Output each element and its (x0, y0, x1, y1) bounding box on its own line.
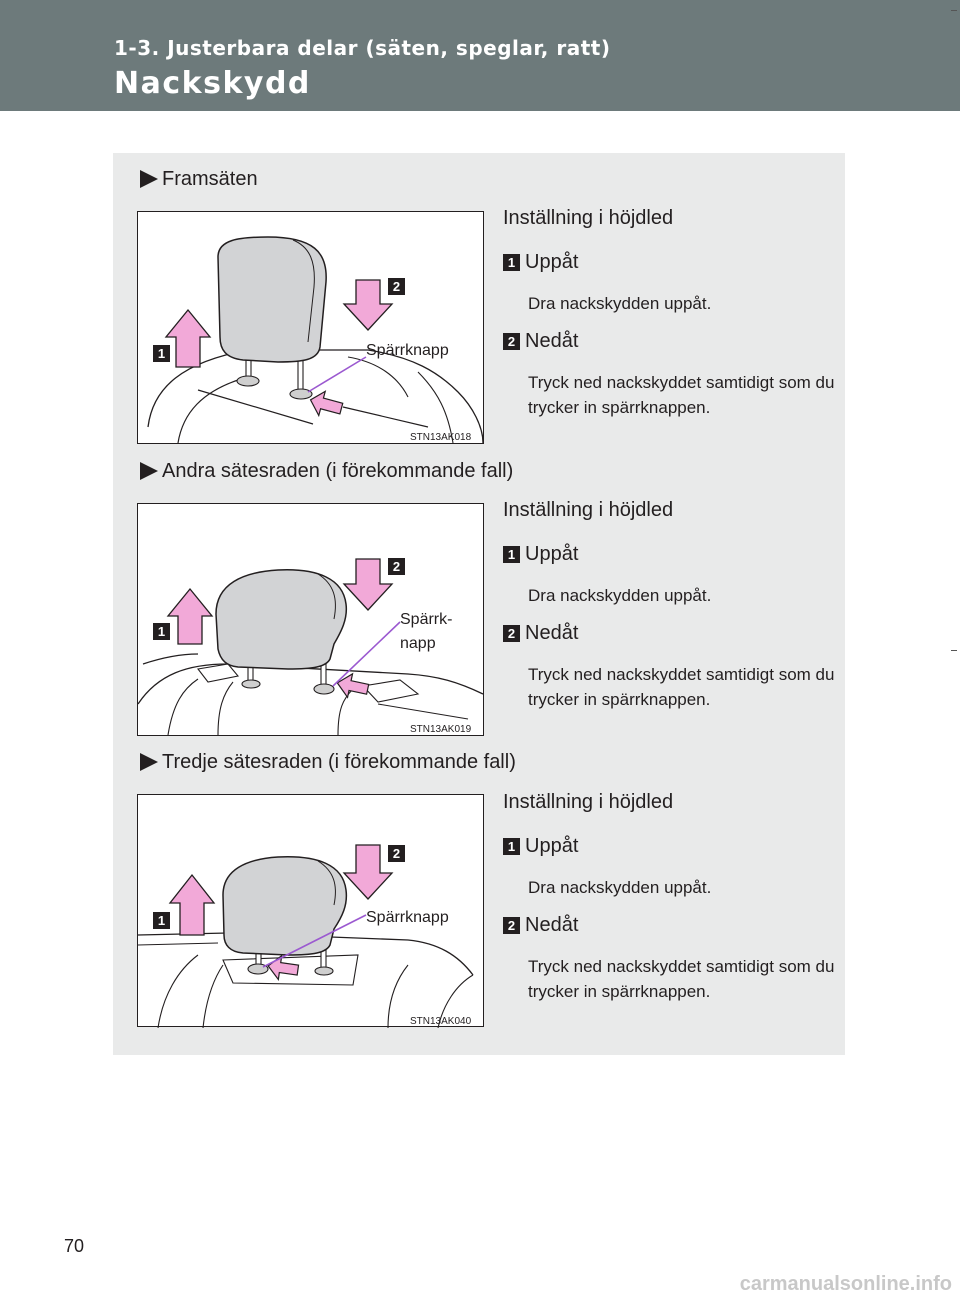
up-arrow-icon (166, 310, 210, 367)
section-heading-text: Tredje sätesraden (i förekommande fall) (162, 751, 516, 773)
down-arrow-icon (344, 280, 392, 330)
headrest-shape (216, 570, 346, 669)
triangle-bullet-icon (140, 170, 158, 188)
figure-code: STN13AK019 (410, 724, 472, 735)
step-description: Dra nackskydden uppåt. (528, 294, 712, 313)
svg-text:2: 2 (392, 559, 401, 574)
headrest-shape (223, 857, 346, 955)
step-down (503, 622, 578, 645)
figure-code: STN13AK018 (410, 432, 472, 443)
step-description: Tryck ned nackskyddet samtidigt som du trycker in spärrknappen. (528, 957, 835, 1001)
lock-button-shape (314, 684, 334, 694)
callout-label-line2: napp (400, 635, 436, 652)
step-badge: 2 (503, 917, 520, 934)
step-description: Tryck ned nackskyddet samtidigt som du trycker in spärrknappen. (528, 665, 835, 709)
svg-text:2: 2 (392, 846, 401, 861)
section-heading-second-row (140, 460, 513, 483)
step-description: Tryck ned nackskyddet samtidigt som du trycker in spärrknappen. (528, 373, 835, 417)
callout-line (308, 357, 366, 392)
callout-label: Spärrknapp (366, 342, 449, 359)
page-header (0, 0, 960, 111)
step-badge: 1 (503, 254, 520, 271)
section-heading-third-row (140, 751, 516, 774)
svg-text:1: 1 (157, 913, 166, 928)
callout-label-line1: Spärrk- (400, 611, 453, 628)
lock-button-shape (290, 389, 312, 399)
up-arrow-icon (170, 875, 214, 935)
page-title: Nackskydd (114, 66, 311, 101)
adjustment-title: Inställning i höjdled (503, 499, 674, 521)
step-up (503, 543, 578, 566)
step-description: Dra nackskydden uppåt. (528, 878, 712, 897)
triangle-bullet-icon (140, 462, 158, 480)
seat-outline (138, 664, 483, 704)
callout-label: Spärrknapp (366, 909, 449, 926)
down-arrow-icon (344, 845, 392, 899)
svg-text:1: 1 (157, 346, 166, 361)
figure-third-row-headrest (137, 794, 484, 1027)
step-label: Uppåt (525, 251, 579, 273)
step-down (503, 330, 578, 353)
step-up (503, 835, 578, 858)
svg-text:1: 1 (157, 624, 166, 639)
down-arrow-icon (344, 559, 392, 610)
step-label: Nedåt (525, 622, 579, 644)
step-label: Uppåt (525, 835, 579, 857)
step-label: Nedåt (525, 914, 579, 936)
triangle-bullet-icon (140, 753, 158, 771)
push-arrow-icon (307, 388, 344, 420)
section-heading-text: Framsäten (162, 168, 258, 190)
step-up (503, 251, 578, 274)
adjustment-title: Inställning i höjdled (503, 207, 674, 229)
step-label: Nedåt (525, 330, 579, 352)
figure-second-row-headrest (137, 503, 484, 736)
figure-front-headrest (137, 211, 484, 444)
step-description: Dra nackskydden uppåt. (528, 586, 712, 605)
section-breadcrumb: 1-3. Justerbara delar (säten, speglar, ratt) (114, 36, 611, 60)
step-label: Uppåt (525, 543, 579, 565)
section-heading-front-seats (140, 168, 258, 191)
svg-text:2: 2 (392, 279, 401, 294)
up-arrow-icon (168, 589, 212, 644)
push-arrow-icon (335, 671, 370, 701)
section-heading-text: Andra sätesraden (i förekommande fall) (162, 460, 514, 482)
callout-line (333, 622, 400, 686)
page-number: 70 (64, 1236, 85, 1256)
step-down (503, 914, 578, 937)
watermark: carmanualsonline.info (739, 1273, 952, 1295)
step-badge: 2 (503, 625, 520, 642)
step-badge: 1 (503, 546, 520, 563)
crop-mark (951, 650, 957, 651)
step-badge: 2 (503, 333, 520, 350)
crop-mark (951, 10, 957, 11)
figure-code: STN13AK040 (410, 1016, 472, 1027)
adjustment-title: Inställning i höjdled (503, 791, 674, 813)
step-badge: 1 (503, 838, 520, 855)
